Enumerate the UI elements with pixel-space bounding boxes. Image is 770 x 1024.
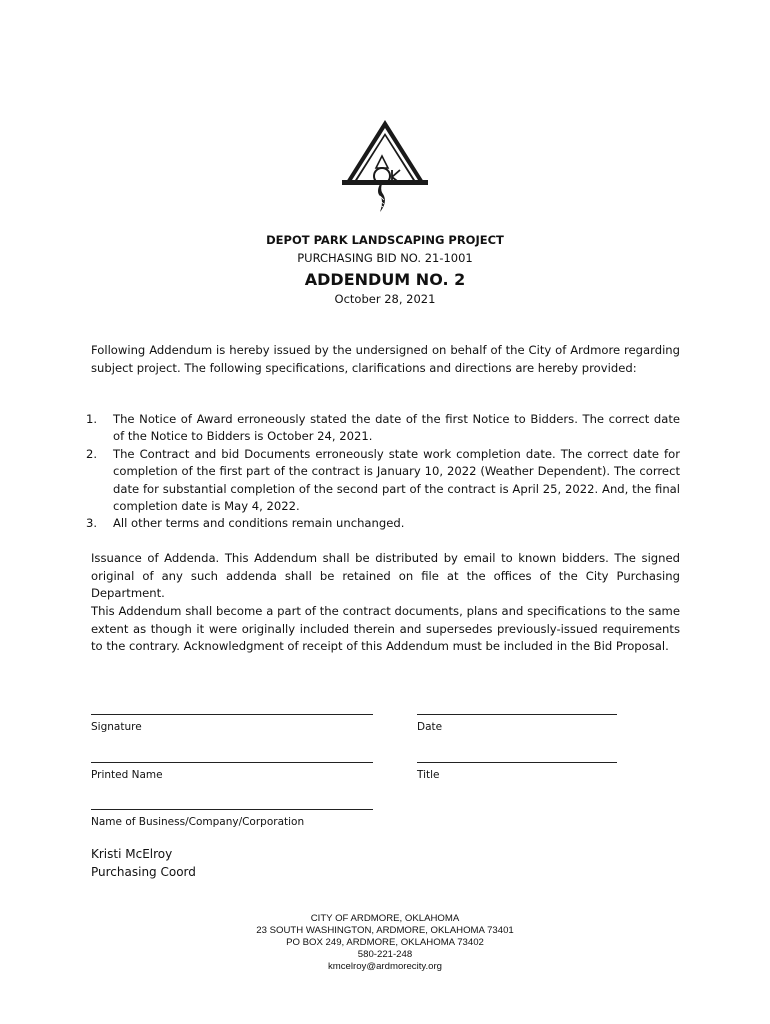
date-line: [417, 714, 617, 715]
bid-number: PURCHASING BID NO. 21-1001: [297, 251, 473, 265]
printed-name-field[interactable]: [91, 762, 373, 781]
title-field[interactable]: [417, 762, 617, 781]
date-label: Date: [417, 721, 443, 733]
city-seal-logo: [340, 116, 430, 214]
clarification-list: [86, 411, 680, 533]
intro-paragraph: Following Addendum is hereby issued by the undersigned on behalf of the City of Ardmore regarding subject project. The following specifications, clarifications and directions are hereby provided:: [91, 343, 680, 375]
signature-field[interactable]: [91, 714, 373, 733]
list-item-number: 3.: [86, 516, 98, 531]
list-item-text: The Contract and bid Documents erroneously state work completion date. The correct date for completion of the first part of the contract is January 10, 2022 (Weather Dependent). The correct date for substantial completion of the second part of the contract is April 25, 2022. And, the final completion date is May 4, 2022.: [113, 446, 680, 514]
addendum-title: ADDENDUM NO. 2: [304, 270, 466, 289]
list-item: [86, 411, 680, 446]
list-item-text: The Notice of Award erroneously stated the date of the first Notice to Bidders. The correct date of the Notice to Bidders is October 24, 2021.: [113, 412, 680, 444]
title-line: [417, 762, 617, 763]
printed-name-line: [91, 762, 373, 763]
list-item: [86, 446, 680, 516]
signature-line: [91, 714, 373, 715]
footer-street-address: 23 SOUTH WASHINGTON, ARDMORE, OKLAHOMA 73401: [256, 925, 514, 937]
printed-name-label: Printed Name: [91, 769, 163, 781]
list-item-number: 1.: [86, 412, 98, 426]
footer-address: [0, 913, 770, 973]
footer-city: CITY OF ARDMORE, OKLAHOMA: [310, 913, 460, 924]
title-label: Title: [417, 769, 440, 781]
business-name-line: [91, 809, 373, 810]
signature-label: Signature: [91, 721, 142, 733]
project-title: DEPOT PARK LANDSCAPING PROJECT: [266, 233, 504, 247]
list-item: [86, 515, 680, 532]
issuance-paragraph: Issuance of Addenda. This Addendum shall be distributed by email to known bidders. The signed original of any such addenda shall be retained on file at the offices of the City Purchasing Department.: [91, 551, 680, 600]
business-name-label: Name of Business/Company/Corporation: [91, 816, 305, 828]
footer-po-box: PO BOX 249, ARDMORE, OKLAHOMA 73402: [286, 937, 484, 949]
business-name-field[interactable]: [91, 809, 373, 828]
part-of-contract-paragraph: This Addendum shall become a part of the contract documents, plans and specifications to the same extent as though it were originally included therein and supersedes previously-issued requirements to the contrary. Acknowledgment of receipt of this Addendum must be included in the Bid Proposal.: [91, 604, 680, 653]
footer-email: kmcelroy@ardmorecity.org: [327, 961, 443, 973]
list-item-text: All other terms and conditions remain unchanged.: [113, 516, 405, 531]
date-field[interactable]: [417, 714, 617, 733]
addendum-date: October 28, 2021: [334, 292, 436, 306]
list-item-number: 2.: [86, 446, 98, 461]
signer-title: Purchasing Coord: [91, 865, 196, 879]
signer-name: Kristi McElroy: [91, 847, 173, 861]
footer-phone: 580-221-248: [357, 949, 413, 961]
